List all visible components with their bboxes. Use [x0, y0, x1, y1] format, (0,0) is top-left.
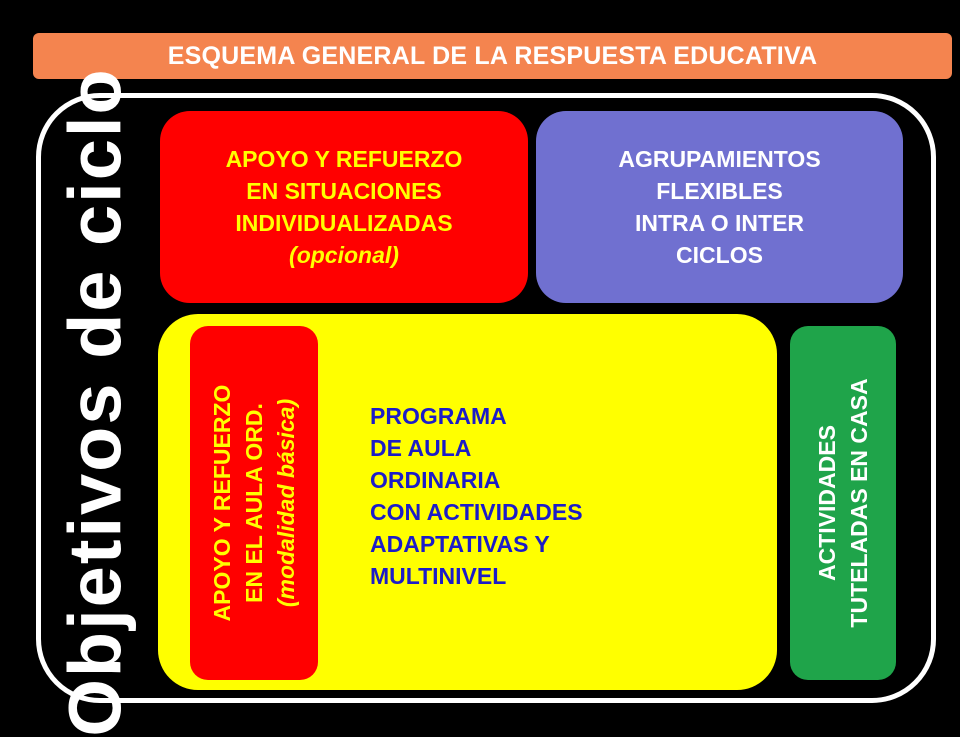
- program-line: MULTINIVEL: [370, 563, 507, 589]
- home-activities-line: TUTELADAS EN CASA: [846, 378, 872, 628]
- side-label-container: [46, 67, 146, 737]
- groupings-line: INTRA O INTER: [634, 210, 805, 236]
- home-activities-line: ACTIVIDADES: [814, 425, 840, 581]
- program-line: ORDINARIA: [370, 467, 501, 493]
- support-individual-box: [160, 111, 528, 303]
- side-label: Objetivos de ciclo: [54, 67, 137, 737]
- home-activities-box: [790, 326, 896, 680]
- support-individual-line: EN SITUACIONES: [246, 178, 442, 204]
- title-bar: [33, 33, 952, 79]
- program-text: [370, 400, 583, 592]
- program-line: PROGRAMA: [370, 403, 507, 429]
- home-activities-text: [811, 378, 875, 627]
- groupings-line: CICLOS: [676, 242, 763, 268]
- support-individual-note: (opcional): [289, 242, 399, 268]
- program-line: DE AULA: [370, 435, 472, 461]
- classroom-support-box: [190, 326, 318, 680]
- groupings-line: FLEXIBLES: [656, 178, 783, 204]
- program-line: ADAPTATIVAS Y: [370, 531, 550, 557]
- classroom-support-text: [206, 385, 302, 622]
- support-individual-line: INDIVIDUALIZADAS: [235, 210, 453, 236]
- classroom-support-line: EN EL AULA ORD.: [241, 403, 267, 603]
- classroom-support-note: (modalidad básica): [273, 398, 299, 608]
- diagram-title: ESQUEMA GENERAL DE LA RESPUESTA EDUCATIVA: [167, 41, 818, 70]
- program-line: CON ACTIVIDADES: [370, 499, 583, 525]
- groupings-line: AGRUPAMIENTOS: [618, 146, 821, 172]
- classroom-support-line: APOYO Y REFUERZO: [209, 384, 235, 622]
- groupings-box: [536, 111, 903, 303]
- support-individual-line: APOYO Y REFUERZO: [225, 146, 463, 172]
